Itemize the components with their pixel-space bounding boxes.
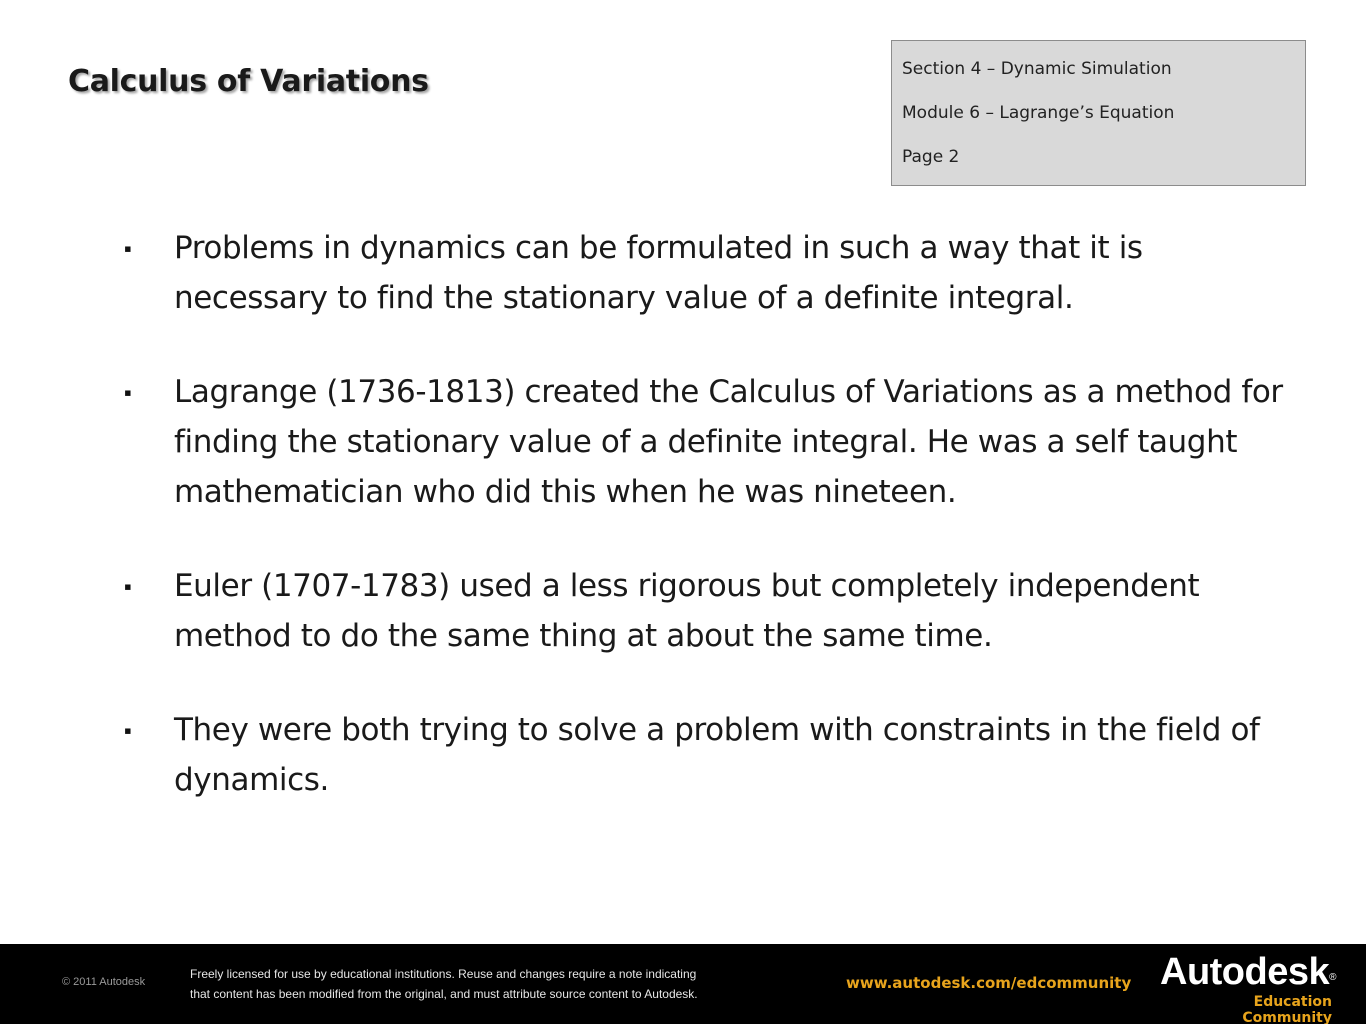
brand-name-text: Autodesk [1160,951,1330,993]
license-line-2: that content has been modified from the original, and must attribute source content to Autodesk. [190,987,698,1001]
registered-mark: ® [1329,972,1337,983]
section-label: Section 4 – Dynamic Simulation [902,59,1172,79]
bullet-square-icon: ▪ [124,380,132,405]
bullet-item [124,367,1284,517]
autodesk-logo [1160,950,1340,1024]
bullet-item [124,223,1284,323]
copyright-text: © 2011 Autodesk [62,976,146,988]
bullet-list [124,223,1284,849]
bullet-square-icon: ▪ [124,574,132,599]
page-label: Page 2 [902,147,960,167]
bullet-item [124,705,1284,805]
edcommunity-link[interactable]: www.autodesk.com/edcommunity [846,974,1132,992]
brand-subtitle: Education Community [1242,994,1332,1024]
license-text [190,964,830,1004]
bullet-square-icon: ▪ [124,718,132,743]
bullet-text: Problems in dynamics can be formulated in such a way that it is necessary to find the stationary value of a definite integral. [174,230,1143,316]
bullet-text: They were both trying to solve a problem with constraints in the field of dynamics. [174,712,1260,798]
bullet-text: Euler (1707-1783) used a less rigorous but completely independent method to do the same thing at about the same time. [174,568,1200,654]
bullet-item [124,561,1284,661]
bullet-text: Lagrange (1736-1813) created the Calculus of Variations as a method for finding the stationary value of a definite integral. He was a self taught mathematician who did this when he was nineteen. [174,374,1283,510]
bullet-square-icon: ▪ [124,236,132,261]
section-info-box [891,40,1306,186]
slide-title: Calculus of Variations [68,64,429,99]
module-label: Module 6 – Lagrange’s Equation [902,103,1175,123]
brand-name [1160,950,1340,994]
license-line-1: Freely licensed for use by educational institutions. Reuse and changes require a note indicating [190,967,697,981]
footer-bar [0,944,1366,1024]
